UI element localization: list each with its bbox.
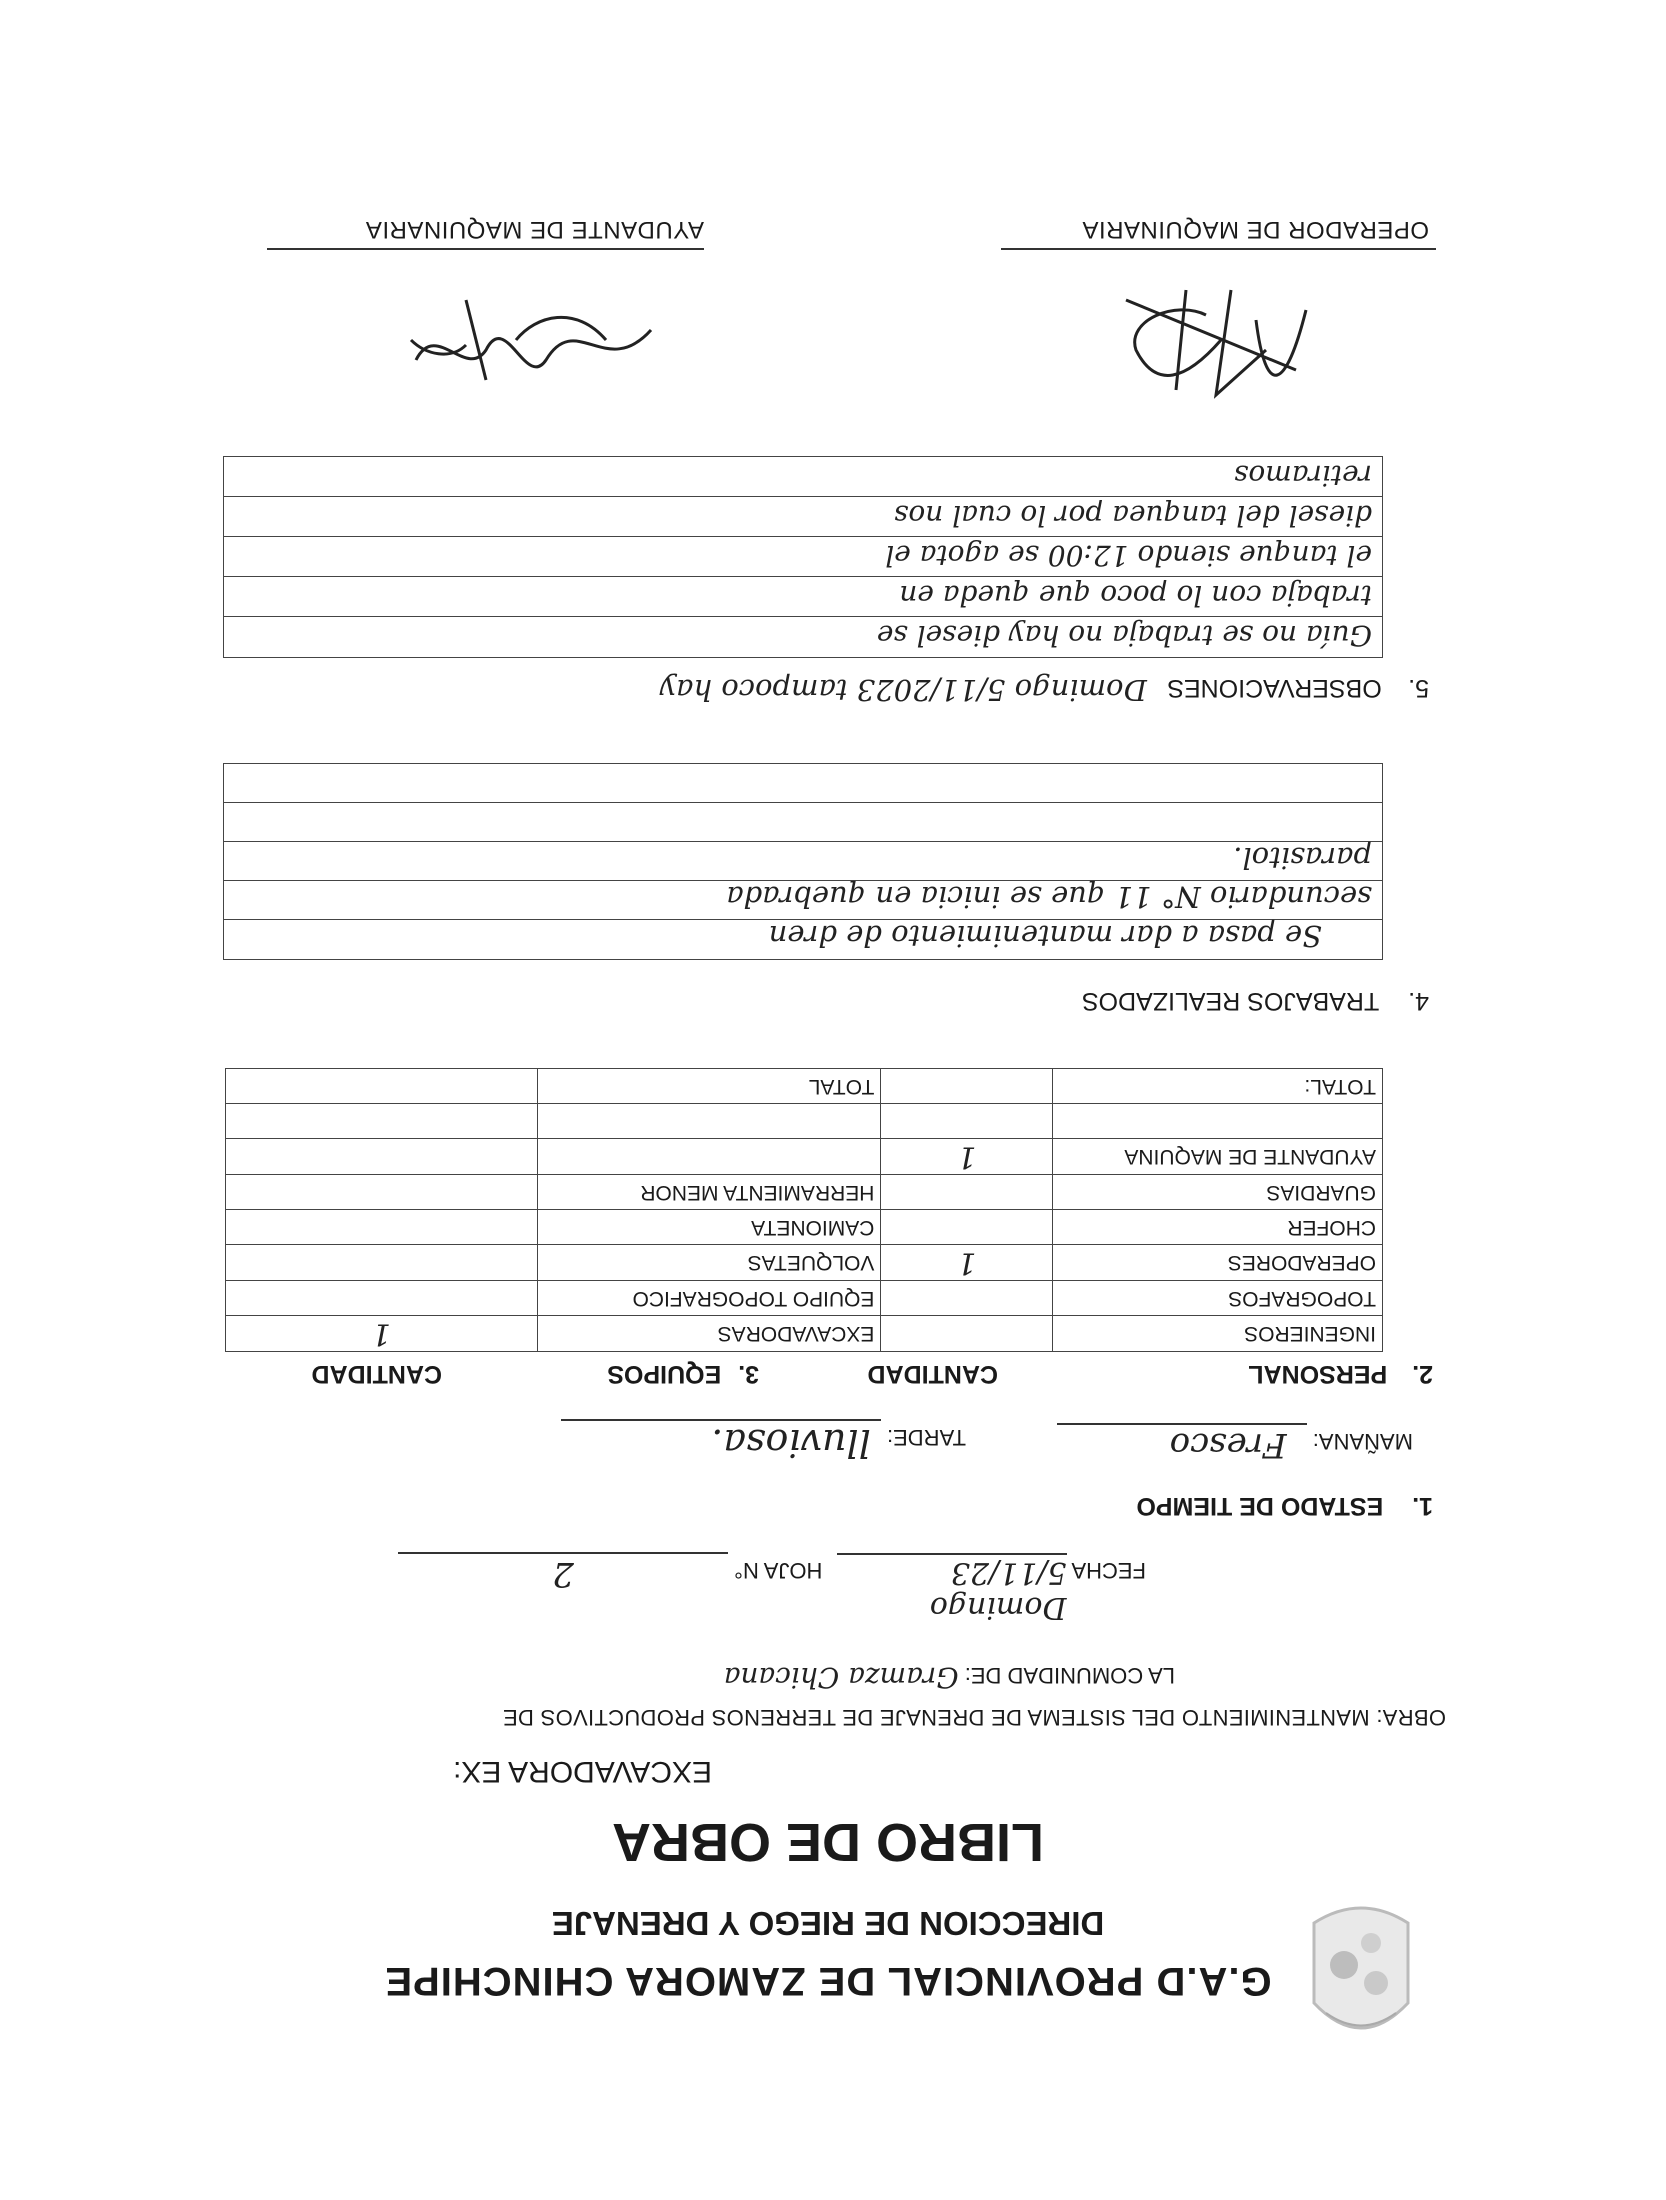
observaciones-label: OBSERVACIONES bbox=[1167, 674, 1382, 702]
operador-signature bbox=[1086, 280, 1326, 410]
personal-name-cell bbox=[1053, 1104, 1383, 1139]
equipos-heading bbox=[607, 1359, 759, 1388]
tarde-label: TARDE: bbox=[886, 1425, 966, 1450]
comunidad-value: Gramza Chicana bbox=[723, 1661, 959, 1694]
ayudante-signature-line bbox=[267, 248, 704, 250]
personal-qty-cell bbox=[881, 1316, 1053, 1352]
manana-value: Fresco bbox=[1057, 1423, 1307, 1465]
obra-label: OBRA: bbox=[1376, 1705, 1446, 1730]
obra-line bbox=[503, 1704, 1446, 1730]
equipos-name-cell: CAMIONETA bbox=[537, 1210, 881, 1245]
personal-name-cell: INGENIEROS bbox=[1053, 1316, 1383, 1352]
fecha-label: FECHA bbox=[1072, 1558, 1146, 1583]
observaciones-line-3: trabaja con lo poco que queda en bbox=[899, 579, 1372, 612]
estado-tiempo-heading bbox=[1136, 1491, 1433, 1520]
observaciones-line-2: Guía no se trabaja no hay diesel se bbox=[876, 619, 1372, 652]
equipos-qty-cell: 1 bbox=[226, 1316, 538, 1352]
personal-equipos-table bbox=[225, 1068, 1383, 1352]
header-provincial-title: G.A.D PROVINCIAL DE ZAMORA CHINCHIPE bbox=[384, 1959, 1272, 2003]
ayudante-signature bbox=[396, 290, 666, 400]
equipos-qty-cell bbox=[226, 1139, 538, 1175]
table-row bbox=[226, 1316, 1383, 1352]
excavadora-label: EXCAVADORA EX: bbox=[453, 1755, 712, 1788]
personal-qty-cell bbox=[881, 1175, 1053, 1210]
equipos-name-cell: HERRAMIENTA MENOR bbox=[537, 1175, 881, 1210]
observaciones-number: 5. bbox=[1408, 674, 1429, 702]
personal-qty-cell: 1 bbox=[881, 1245, 1053, 1281]
personal-qty-cell bbox=[881, 1210, 1053, 1245]
trabajos-line-1: Se pasa a dar mantenimiento de dren bbox=[768, 919, 1322, 953]
observaciones-line-5: diesel del tanquea por lo cual nos bbox=[894, 499, 1372, 532]
observaciones-line-1: Domingo 5/11/2023 tampoco hay bbox=[659, 673, 1147, 707]
hoja-value: 2 bbox=[398, 1552, 728, 1594]
fecha-value: Domingo 5/11/23 bbox=[837, 1553, 1067, 1625]
personal-name-cell: AYUDANTE DE MAQUINA bbox=[1053, 1139, 1383, 1175]
personal-heading bbox=[1248, 1359, 1433, 1388]
trabajos-line-3: parasitol. bbox=[1233, 841, 1372, 875]
equipos-qty-cell bbox=[226, 1245, 538, 1281]
operador-signature-line bbox=[1001, 248, 1436, 250]
equipos-name-cell: VOLQUETAS bbox=[537, 1245, 881, 1281]
trabajos-number: 4. bbox=[1408, 987, 1429, 1015]
personal-name-cell: TOTAL: bbox=[1053, 1069, 1383, 1104]
manana-label: MAÑANA: bbox=[1312, 1429, 1413, 1454]
manana-field bbox=[1057, 1423, 1413, 1465]
equipos-name-cell: EQUIPO TOPOGRAFICO bbox=[537, 1281, 881, 1316]
trabajos-heading bbox=[1082, 986, 1429, 1015]
personal-qty-cell: 1 bbox=[881, 1139, 1053, 1175]
equipos-qty-cell bbox=[226, 1104, 538, 1139]
personal-cantidad-heading: CANTIDAD bbox=[867, 1360, 998, 1388]
equipos-qty-cell bbox=[226, 1069, 538, 1104]
table-row bbox=[226, 1175, 1383, 1210]
equipos-name-cell: EXCAVADORAS bbox=[537, 1316, 881, 1352]
personal-qty-cell bbox=[881, 1104, 1053, 1139]
personal-qty-cell bbox=[881, 1281, 1053, 1316]
comunidad-line bbox=[724, 1661, 1175, 1694]
observaciones-line-4: el tanque siendo 12:00 se agota el bbox=[885, 539, 1372, 572]
personal-qty-cell bbox=[881, 1069, 1053, 1104]
equipos-qty-cell bbox=[226, 1175, 538, 1210]
fecha-line bbox=[398, 1552, 1146, 1625]
equipos-name-cell bbox=[537, 1139, 881, 1175]
trabajos-box bbox=[223, 763, 1383, 960]
ayudante-label: AYUDANTE DE MAQUINARIA bbox=[365, 216, 704, 243]
observaciones-line-6: retiramos bbox=[1233, 459, 1372, 492]
personal-name-cell: CHOFER bbox=[1053, 1210, 1383, 1245]
table-row bbox=[226, 1245, 1383, 1281]
trabajos-line-2: secundario N° 11 que se inicia en quebrada bbox=[726, 880, 1372, 914]
personal-label: PERSONAL bbox=[1248, 1360, 1388, 1388]
equipos-number: 3. bbox=[738, 1360, 759, 1388]
operador-label: OPERADOR DE MAQUINARIA bbox=[1081, 216, 1429, 243]
header-libro-title: LIBRO DE OBRA bbox=[612, 1812, 1044, 1872]
equipos-cantidad-heading: CANTIDAD bbox=[311, 1360, 442, 1388]
estado-tiempo-label: ESTADO DE TIEMPO bbox=[1136, 1492, 1384, 1520]
equipos-label: EQUIPOS bbox=[607, 1360, 722, 1388]
personal-name-cell: TOPOGRAFOS bbox=[1053, 1281, 1383, 1316]
equipos-name-cell bbox=[537, 1104, 881, 1139]
trabajos-label: TRABAJOS REALIZADOS bbox=[1081, 987, 1380, 1015]
personal-number: 2. bbox=[1412, 1360, 1433, 1388]
table-row bbox=[226, 1104, 1383, 1139]
table-row bbox=[226, 1281, 1383, 1316]
obra-text: MANTENIMIENTO DEL SISTEMA DE DRENAJE DE TERRENOS PRODUCTIVOS DE bbox=[502, 1705, 1370, 1730]
table-row bbox=[226, 1069, 1383, 1104]
table-row bbox=[226, 1139, 1383, 1175]
header-direccion-title: DIRECCION DE RIEGO Y DRENAJE bbox=[551, 1905, 1105, 1942]
estado-tiempo-number: 1. bbox=[1412, 1492, 1433, 1520]
equipos-qty-cell bbox=[226, 1210, 538, 1245]
personal-name-cell: GUARDIAS bbox=[1053, 1175, 1383, 1210]
tarde-value: lluviosa. bbox=[561, 1419, 881, 1465]
table-row bbox=[226, 1210, 1383, 1245]
personal-name-cell: OPERADORES bbox=[1053, 1245, 1383, 1281]
observaciones-heading-row bbox=[179, 667, 1429, 707]
equipos-name-cell: TOTAL bbox=[537, 1069, 881, 1104]
equipos-qty-cell bbox=[226, 1281, 538, 1316]
comunidad-label: LA COMUNIDAD DE: bbox=[964, 1663, 1175, 1688]
tarde-field bbox=[561, 1419, 966, 1465]
observaciones-box bbox=[223, 456, 1383, 658]
hoja-label: HOJA N° bbox=[734, 1558, 823, 1583]
